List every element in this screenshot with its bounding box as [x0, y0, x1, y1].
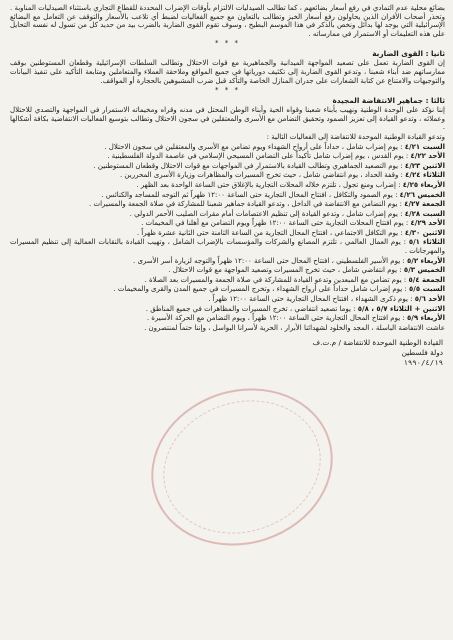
schedule-date: السبت ٥/٥ — [409, 285, 445, 294]
schedule-text: يوم الصمود والتكافل ، افتتاح المحال التجارية حتى الساعة ١٢:٠٠ ظهراً ثم التوجه للمساجد والكنائس . — [101, 190, 393, 199]
signature-line-1: القيادة الوطنية الموحدة للانتفاضة / م.ت.ف — [312, 338, 443, 348]
schedule-separator: : — [397, 200, 405, 209]
schedule-separator: : — [397, 209, 405, 218]
schedule-item — [10, 210, 445, 219]
section-divider: * * * — [215, 39, 240, 48]
signature-date: ١٩٩٠/٤/١٩ — [403, 358, 443, 368]
schedule-date: الأربعاء ٥/٢ — [407, 256, 445, 265]
schedule-list — [10, 143, 445, 323]
schedule-text: يوم افتتاح المحال التجارية حتى الساعة ١٢:٠٠ ظهراً ، ويوم التضامن مع الحركة الأسيرة . — [146, 314, 401, 323]
schedule-date: الاثنين ٤/٣٠ — [404, 228, 445, 237]
schedule-text: إضراب ومنع تجول ، تلتزم خلاله المحلات التجارية بالإغلاق حتى الساعة الواحدة بعد الظهر . — [136, 180, 396, 189]
schedule-date: الثلاثاء ٤/٢٤ — [405, 171, 445, 180]
schedule-separator: : — [402, 285, 410, 294]
schedule-text: يوم التضامن مع الانتفاضة في الداخل ، وتدعو القيادة جماهير شعبنا للمشاركة في صلاة الجمعة والمسيرات . — [89, 200, 398, 209]
section-heading-1: ثانيا : القوى الضاربة — [372, 49, 445, 59]
schedule-item — [10, 314, 445, 323]
schedule-item — [10, 181, 445, 190]
schedule-date: الجمعة ٤/٢٧ — [404, 200, 445, 209]
signature-line-2: دولة فلسطين — [401, 348, 443, 358]
schedule-text: يوم الأسير الفلسطيني ، افتتاح المحال حتى الساعة ١٢:٠٠ ظهراً والتوجه لزيارة أسر الأسرى . — [133, 256, 401, 265]
schedule-text: يوم افتتاح المحلات التجارية حتى الساعة ١٢:٠٠ ظهراً ويوم التضامن مع أهلنا في المخيمات . — [141, 219, 404, 228]
schedule-date: الخميس ٥/٣ — [403, 266, 445, 275]
schedule-date: الخميس ٤/٢٦ — [399, 190, 445, 199]
section-body-2: إننا نؤكد على الوحدة الوطنية ونهيب بأبناء شعبنا وقواه الحية وأبناء الوطن المحتل في مدنه وقراه ومخيماته الاستمرار في المواجهة والتصدي للاحتلال وعملائه ، وتدعو القيادة إلى تعزيز الصمود وتحقيق التضامن مع الأسرى والمعتقلين في سجون الاحتلال وتطالب بتوسيع الفعاليات الانتفاضية بكافة أشكالها . — [10, 106, 445, 132]
schedule-separator: : — [407, 295, 415, 304]
schedule-separator: : — [350, 304, 358, 313]
schedule-item — [10, 295, 445, 304]
schedule-separator: : — [397, 266, 404, 275]
section-body-1: إن القوى الضاربة تعمل على تصعيد المواجهة الميدانية والجماهيرية مع قوات الاحتلال وتطالب السلطات الإسرائيلية وقطعان المستوطنين بوقف ممارساتهم ضد أبناء شعبنا ، وتدعو القوى الضاربة إلى تكثيف دورياتها في جميع المواقع وملاحقة العملاء والمتعاملين ومتابعة التأكيد على تنفيذ البيانات والتوجيهات والامتناع عن كتابة الشعارات على جدران المنازل الخاصة والتأكد قبل ضرب المشبوهين بالحجارة أو المواقف. — [10, 59, 445, 85]
lead-paragraph: بضائع محلية عدم التمادي في رفع أسعار بضائعهم ، كما تطالب الصيدليات الالتزام بأوقات الإضراب المحددة للقطاع التجاري باستثناء الصيدليات المناوبة . وتحذر أصحاب الأفران الذين يحاولون رفع أسعار الخبز وتطالب بالتعاون مع جميع الفعاليات لضبط أي تلاعب بالأسعار والتوقف عن التعامل مع البضائع الإسرائيلية التي يوجد لها بدائل ونخص بالذكر في هذا الموسم البطيخ ، وسوف تقوم القوى الضاربة بالضرب بيد من حديد كل من تسول له نفسه التحايل على هذه التعليمات أو الاستمرار في ممارساته . — [10, 4, 445, 38]
schedule-item — [10, 152, 445, 161]
schedule-item — [10, 171, 445, 180]
schedule-date: الاثنين + الثلاثاء ٥/٧ ، ٥/٨ — [357, 304, 445, 313]
schedule-text: يوم العمال العالمي ، تلتزم المصانع والشركات والمؤسسات بالإضراب الشامل ، وتهيب القيادة بالنقابات العمالية إلى تنظيم المسيرات والمهرجانات . — [10, 238, 445, 256]
schedule-intro: وتدعو القيادة الوطنية الموحدة للانتفاضة إلى الفعاليات التالية : — [266, 132, 445, 141]
schedule-date: الجمعة ٥/٤ — [408, 275, 445, 284]
schedule-separator: : — [400, 314, 408, 323]
schedule-text: يوم إضراب شامل حداداً على أرواح الشهداء ، وتخرج المسيرات في جميع المدن والقرى والمخيمات . — [113, 285, 403, 294]
schedule-item — [10, 257, 445, 266]
schedule-separator: : — [392, 190, 400, 199]
schedule-separator: : — [398, 171, 406, 180]
schedule-item — [10, 219, 445, 228]
schedule-separator: : — [395, 180, 403, 189]
schedule-date: الأربعاء ٥/٩ — [407, 314, 445, 323]
schedule-date: السبت ٤/٢٨ — [404, 209, 445, 218]
schedule-date: الأحد ٤/٢٢ — [410, 152, 445, 161]
schedule-text: وقفة الحداد ، يوم انتفاضي شامل ، حيث تخرج المسيرات والمظاهرات وزيارة الأسرى المحررين . — [119, 171, 399, 180]
schedule-text: يوما تصعيد انتفاضي ، تخرج المسيرات والمظاهرات في جميع المناطق . — [145, 304, 351, 313]
schedule-text: يوم ذكرى الشهداء ، افتتاح المحال التجارية حتى الساعة ١٢:٠٠ ظهراً . — [208, 295, 408, 304]
schedule-date: الأربعاء ٤/٢٥ — [402, 180, 445, 189]
schedule-text: يوم التكافل الاجتماعي ، افتتاح المحال التجارية من الساعة الثامنة حتى الثانية عشرة ظهراً . — [136, 228, 399, 237]
schedule-text: يوم انتفاضي شامل ، حيث تخرج المسيرات وتصعيد المواجهة مع قوات الاحتلال . — [168, 266, 398, 275]
schedule-date: الثلاثاء ٥/١ — [408, 238, 445, 247]
section-divider: * * * — [215, 86, 240, 95]
schedule-text: يوم إضراب شامل ، حداداً على أرواح الشهداء ويوم تضامن مع الأسرى والمعتقلين في سجون الاحتلال . — [104, 142, 398, 151]
section-heading-2: ثالثا : جماهير الانتفاضة المجيدة — [332, 96, 445, 106]
schedule-separator: : — [403, 219, 411, 228]
schedule-text: يوم إضراب شامل ، وتدعو القيادة إلى تنظيم الاعتصامات أمام مقرات الصليب الأحمر الدولي . — [129, 209, 398, 218]
schedule-item — [10, 238, 445, 255]
signature-block — [10, 338, 445, 368]
schedule-text: يوم القدس ، يوم إضراب شامل تأكيداً على التضامن المسيحي الإسلامي في عاصمة الدولة الفلسطينية . — [107, 152, 404, 161]
schedule-item — [10, 143, 445, 152]
schedule-item — [10, 200, 445, 209]
schedule-item — [10, 191, 445, 200]
schedule-date: السبت ٤/٢١ — [404, 142, 445, 151]
schedule-item — [10, 266, 445, 275]
schedule-item — [10, 276, 445, 285]
schedule-item — [10, 305, 445, 314]
schedule-item — [10, 162, 445, 171]
schedule-separator: : — [397, 142, 405, 151]
schedule-date: الاثنين ٤/٢٣ — [404, 161, 445, 170]
schedule-separator: : — [401, 275, 409, 284]
schedule-separator: : — [403, 152, 411, 161]
schedule-text: يوم تضامن مع المبعدين وتدعو القيادة للمشاركة في صلاة الجمعة والمسيرات بعد الصلاة . — [144, 275, 402, 284]
schedule-separator: : — [400, 238, 409, 247]
schedule-item — [10, 285, 445, 294]
schedule-separator: : — [400, 256, 408, 265]
stamp-mark — [131, 365, 354, 568]
schedule-item — [10, 229, 445, 238]
closing-line: عاشت الانتفاضة الباسلة ، المجد والخلود لشهدائنا الأبرار ، الحرية لأسرانا البواسل ، وإننا حتماً لمنتصرون . — [144, 323, 445, 332]
schedule-separator: : — [398, 228, 405, 237]
schedule-text: يوم التصعيد الجماهيري وتطالب القيادة بالاستمرار في المواجهات مع قوات الاحتلال وقطعان المستوطنين . — [93, 161, 399, 170]
schedule-date: الأحد ٥/٦ — [414, 295, 445, 304]
schedule-date: الأحد ٤/٢٩ — [410, 219, 445, 228]
schedule-separator: : — [398, 161, 405, 170]
